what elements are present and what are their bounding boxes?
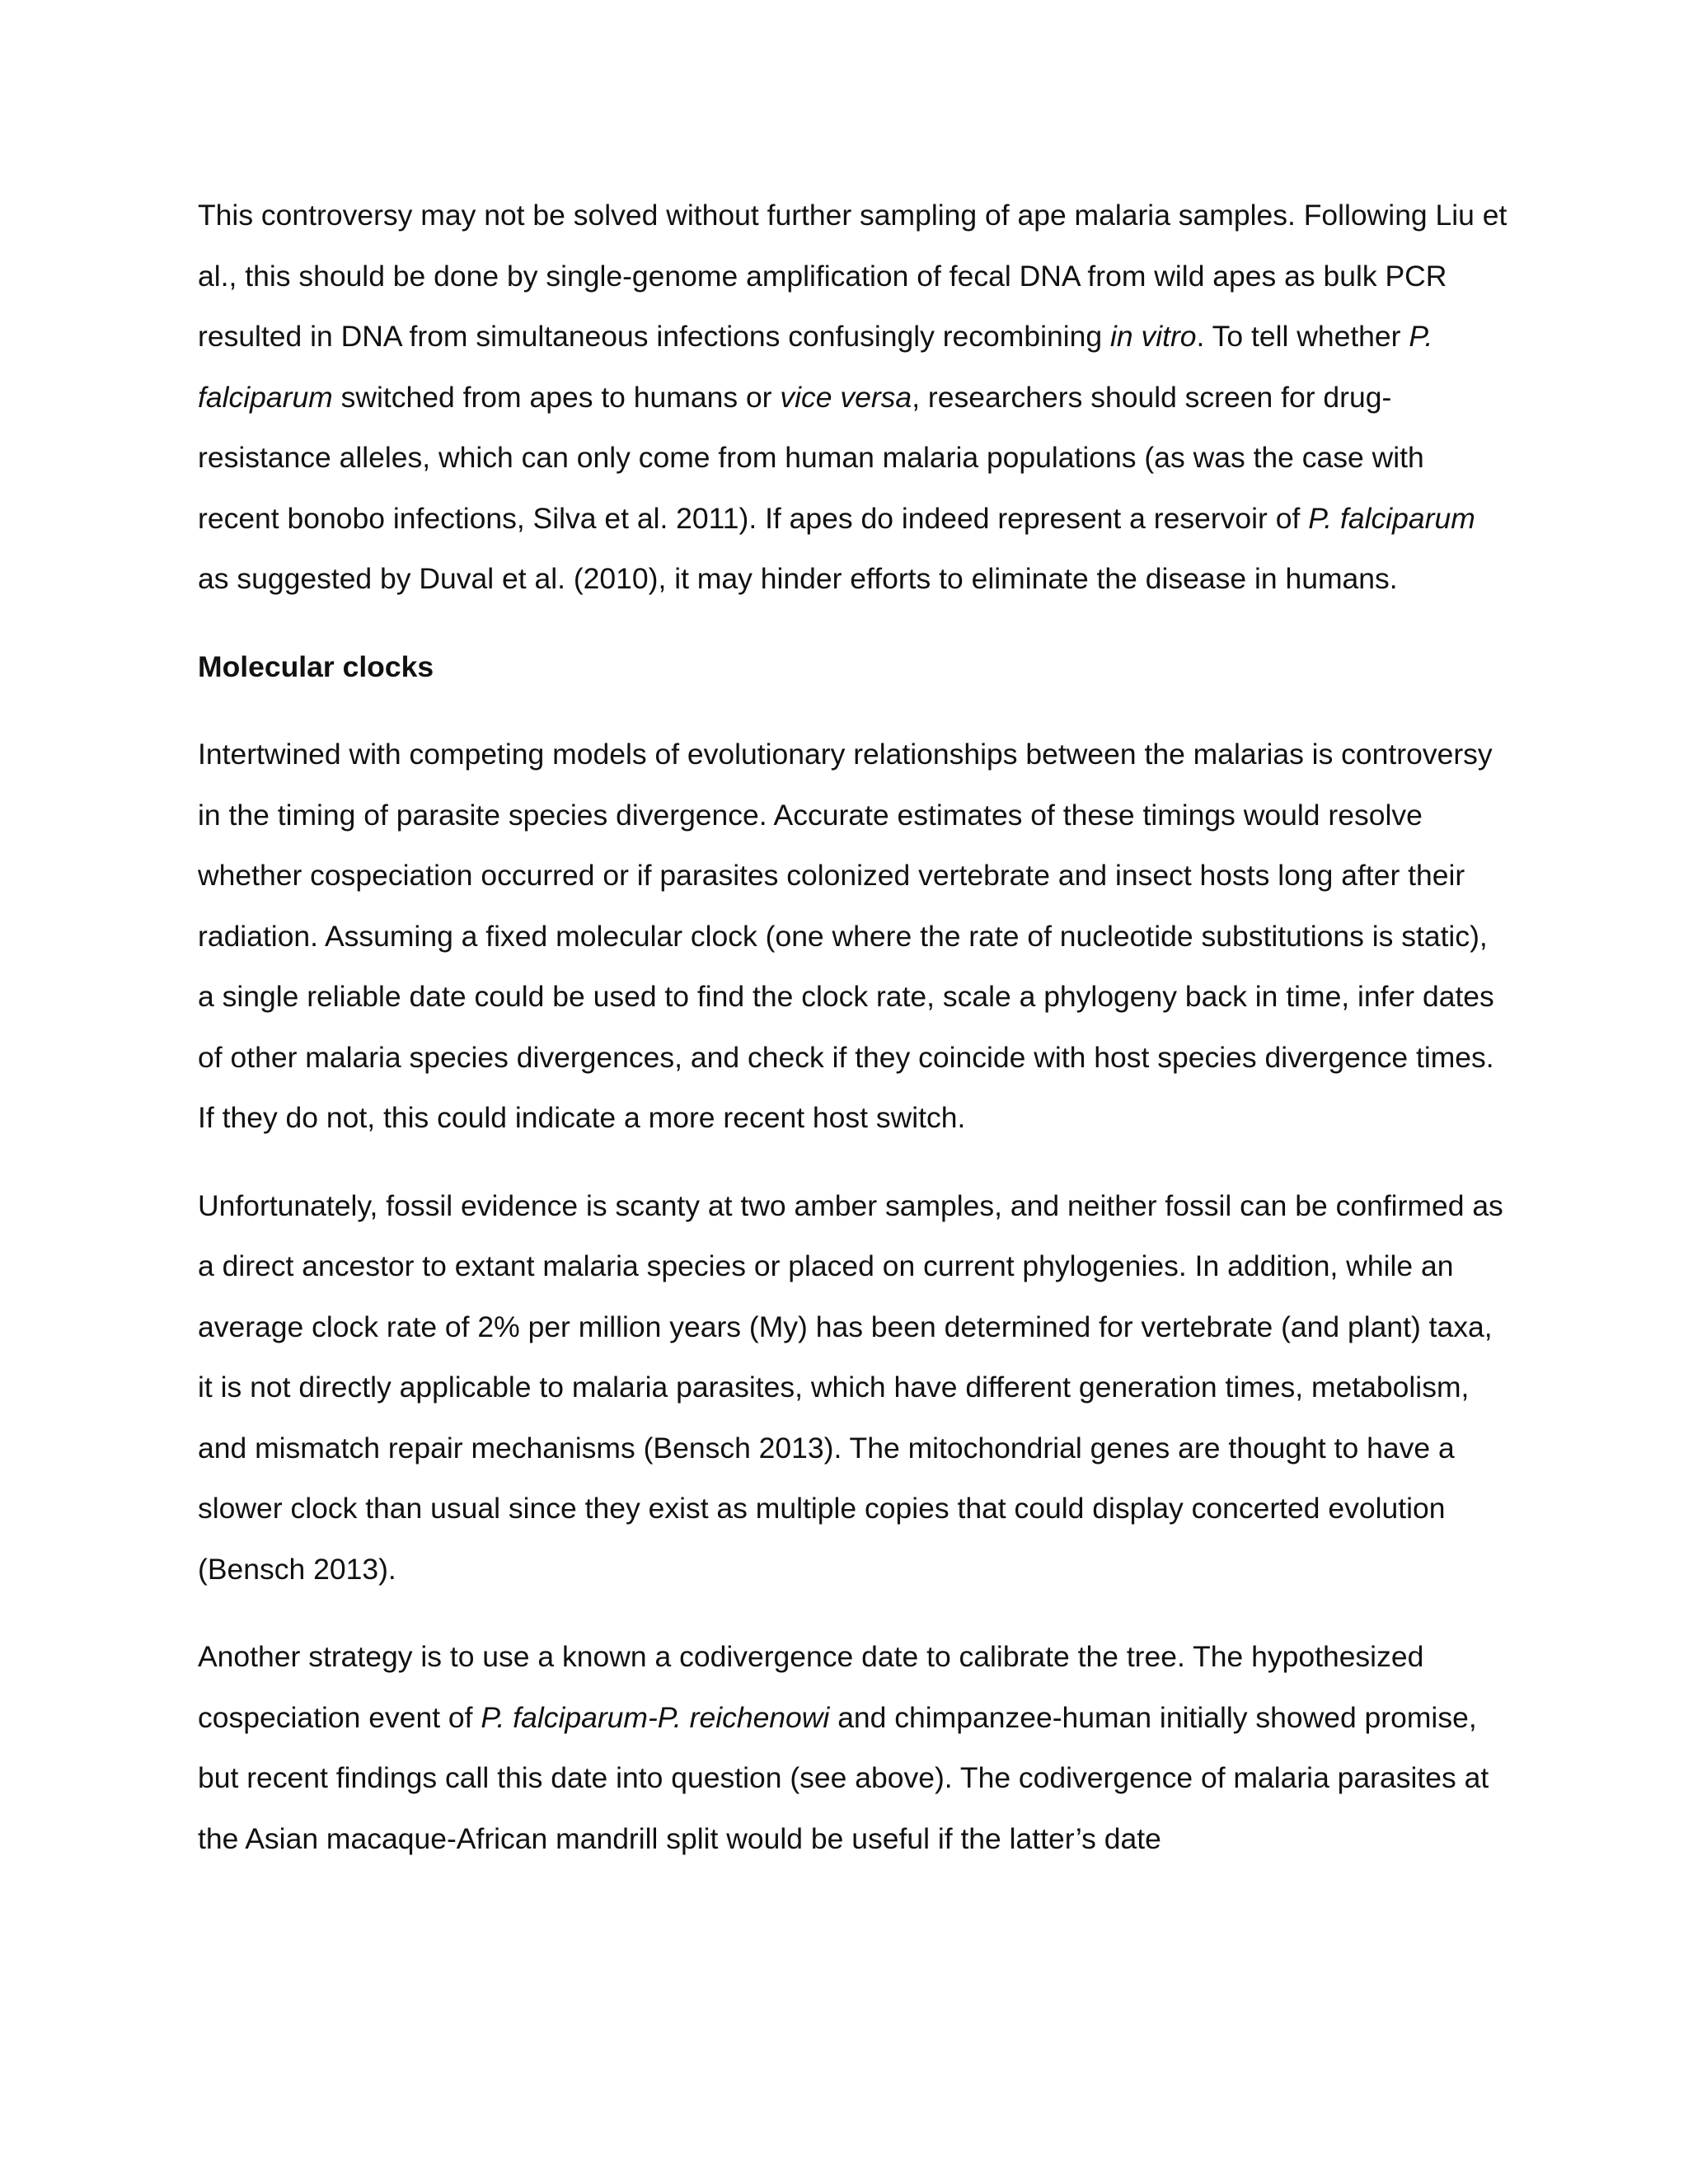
text-run: This controversy may not be solved without further sampling of ape malaria samples. Following Liu et al., this should be done by single-genome amplification of fecal DNA from wild apes as bulk PCR resulted in DNA from simultaneous infections confusingly recombining (198, 199, 1507, 353)
paragraph-molecular-clocks-intro: Intertwined with competing models of evolutionary relationships between the malarias is controversy in the timing of parasite species divergence. Accurate estimates of these timings would resolve whether cospeciation occurred or if parasites colonized vertebrate and insect hosts long after their radiation. Assuming a fixed molecular clock (one where the rate of nucleotide substitutions is static), a single reliable date could be used to find the clock rate, scale a phylogeny back in time, infer dates of other malaria species divergences, and check if they coincide with host species divergence times. If they do not, this could indicate a more recent host switch. (198, 738, 1494, 1134)
paragraph-spacer (198, 1149, 1508, 1176)
text-run: as suggested by Duval et al. (2010), it may hinder efforts to eliminate the disease in humans. (198, 562, 1398, 595)
paragraph-ape-malaria-sampling (198, 185, 1508, 610)
italic-species-name: P. falciparum-P. reichenowi (481, 1700, 830, 1734)
paragraph-fossil-evidence: Unfortunately, fossil evidence is scanty at two amber samples, and neither fossil can be confirmed as a direct ancestor to extant malaria species or placed on current phylogenies. In addition, while an average clock rate of 2% per million years (My) has been determined for vertebrate (and plant) taxa, it is not directly applicable to malaria parasites, which have different generation times, metabolism, and mismatch repair mechanisms (Bensch 2013). The mitochondrial genes are thought to have a slower clock than usual since they exist as multiple copies that could display concerted evolution (Bensch 2013). (198, 1188, 1503, 1586)
italic-term: vice versa (780, 380, 912, 414)
text-run: and chimpanzee-human initially showed promise, but recent findings call this date into question (see above). The codivergence of malaria parasites at the Asian macaque-African mandrill split would be useful if the latter’s date (198, 1700, 1489, 1855)
text-run: switched from apes to humans or (332, 380, 781, 414)
italic-term: in vitro (1109, 320, 1197, 353)
document-page (198, 185, 1508, 1869)
text-run: Another strategy is to use a known a codivergence date to calibrate the tree. The hypothesized cospeciation event of (198, 1640, 1424, 1734)
italic-species-name: P. falciparum (1308, 501, 1475, 535)
paragraph-spacer (198, 697, 1508, 724)
section-heading: Molecular clocks (198, 649, 434, 683)
text-run: . To tell whether (1196, 320, 1409, 353)
text-run: , researchers should screen for drug-resistance alleles, which can only come from human malaria populations (as was the case with recent bonobo infections, Silva et al. 2011). If apes do indeed represent a reservoir of (198, 380, 1424, 535)
paragraph-spacer (198, 1600, 1508, 1627)
paragraph-codivergence-calibration (198, 1627, 1508, 1869)
italic-species-name: P. falciparum (198, 320, 1433, 414)
paragraph-spacer (198, 610, 1508, 637)
